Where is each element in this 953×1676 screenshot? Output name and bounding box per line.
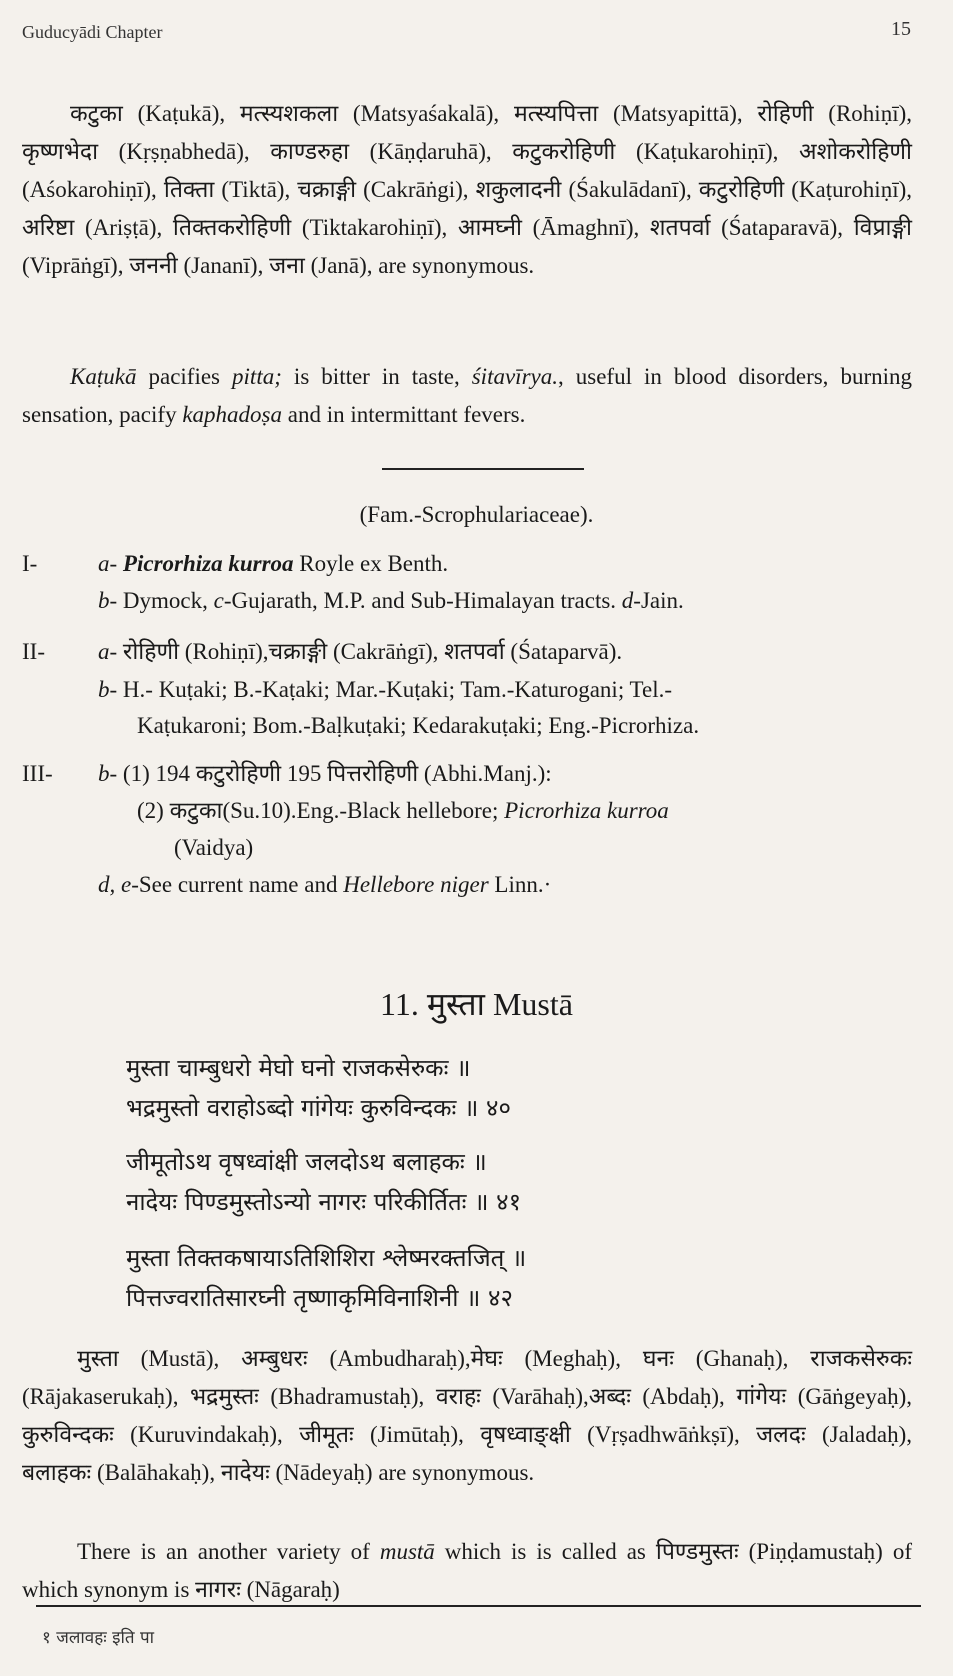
text-span: See current name and [138,872,344,897]
entry-line: (Vaidya) [174,835,254,860]
term-musta: mustā [379,1539,435,1564]
botanical-name: Picrorhiza kurroa [504,798,669,823]
verse-line: भद्रमुस्तो वराहोऽब्दो गांगेयः कुरुविन्दकः ॥ ४० [126,1094,511,1122]
entry-line [98,546,448,582]
entry-line [98,867,551,903]
verse-line: नादेयः पिण्डमुस्तोऽन्यो नागरः परिकीर्तितः ॥ ४१ [126,1188,522,1216]
text-span: Dymock, [122,588,214,613]
synonyms-paragraph: कटुका (Kaṭukā), मत्स्यशकला (Matsyaśakalā), मत्स्यपित्ता (Matsyapittā), रोहिणी (Rohiṇī), कृष्णभेदा (Kṛṣṇabhedā), काण्डरुहा (Kāṇḍaruhā), कटुकरोहिणी (Kaṭukarohiṇī), अशोकरोहिणी (Aśokarohiṇī), तिक्ता (Tiktā), चक्राङ्गी (Cakrāṅgi), शकुलादनी (Śakulādanī), कटुरोहिणी (Kaṭurohiṇī), अरिष्टा (Ariṣṭā), तिक्तकरोहिणी (Tiktakarohiṇī), आमघ्नी (Āmaghnī), शतपर्वा (Śataparavā), विप्राङ्गी (Viprāṅgī), जननी (Jananī), जना (Janā), are synonymous. [22,101,912,278]
footnote-rule [36,1605,921,1607]
family-name: (Fam.-Scrophulariaceae). [359,502,594,527]
sub-label: b- [98,588,118,613]
properties-paragraph [22,358,912,434]
botanical-name: Picrorhiza kurroa [122,551,294,576]
variety-paragraph [22,1533,912,1609]
entry-line [137,793,669,829]
sub-label: b- [98,761,118,786]
botanical-name: Hellebore niger [343,872,489,897]
text-span: रोहिणी (Rohiṇī),चक्राङ्गी (Cakrāṅgī), शतपर्वा (Śataparvā). [122,639,623,664]
text-span: Gujarath, M.P. and Sub-Himalayan tracts. [231,588,622,613]
footnote: १ जलावहः इति पा [42,1628,155,1648]
entry-label: III- [22,761,53,786]
section-heading: 11. मुस्ता Mustā [380,986,573,1022]
verse-line: मुस्ता चाम्बुधरो मेघो घनो राजकसेरुकः ॥ [126,1054,471,1082]
sub-label: a- [98,551,118,576]
sub-label: d- [621,588,641,613]
text-span: (2) कटुका(Su.10).Eng.-Black hellebore; [137,798,505,823]
entry-label: I- [22,551,38,576]
text-span: There is an another variety of [77,1539,380,1564]
term-kaphadosa: kaphadoṣa [182,402,282,427]
entry-line [98,583,684,619]
entry-label: II- [22,639,45,664]
entry-line: Kaṭukaroni; Bom.-Baḷkuṭaki; Kedarakuṭaki; Eng.-Picrorhiza. [137,713,700,738]
text-span: Jain. [640,588,684,613]
running-title: Guducyādi Chapter [22,22,163,42]
text-span: is bitter in taste, [281,364,472,389]
text-span: , useful in blood disorders, burning sensation, pacify [22,364,913,427]
musta-synonyms-paragraph: मुस्ता (Mustā), अम्बुधरः (Ambudharaḥ),मेघः (Meghaḥ), घनः (Ghanaḥ), राजकसेरुकः (Rājakaserukaḥ), भद्रमुस्तः (Bhadramustaḥ), वराहः (Varāhaḥ),अब्दः (Abdaḥ), गांगेयः (Gāṅgeyaḥ), कुरुविन्दकः (Kuruvindakaḥ), जीमूतः (Jimūtaḥ), वृषध्वाङ्क्षी (Vṛṣadhwāṅkṣī), जलदः (Jaladaḥ), बलाहकः (Balāhakaḥ), नादेयः (Nādeyaḥ) are synonymous. [22,1346,912,1485]
verse-line: जीमूतोऽथ वृषध्वांक्षी जलदोऽथ बलाहकः ॥ [126,1148,487,1176]
text-span: Linn.· [488,872,552,897]
page-number: 15 [891,18,911,40]
section-divider [382,468,584,470]
sub-label: d, e- [98,872,139,897]
term-pitta: pitta; [232,364,282,389]
entry-line [98,672,672,708]
author-citation: Royle ex Benth. [293,551,449,576]
text-span: H.- Kuṭaki; B.-Kaṭaki; Mar.-Kuṭaki; Tam.-Katurogani; Tel.- [122,677,673,702]
sub-label: c- [213,588,232,613]
text-span: pacifies [136,364,233,389]
verse-line: मुस्ता तिक्तकषायाऽतिशिशिरा श्लेष्मरक्तजित् ॥ [126,1244,527,1272]
term-katuka: Kaṭukā [70,364,137,389]
entry-line [98,756,552,792]
entry-line [98,634,622,670]
term-sitavirya: śitavīrya. [471,364,558,389]
text-span: (1) 194 कटुरोहिणी 195 पित्तरोहिणी (Abhi.Manj.): [122,761,552,786]
sub-label: b- [98,677,118,702]
sub-label: a- [98,639,118,664]
verse-line: पित्तज्वरातिसारघ्नी तृष्णाकृमिविनाशिनी ॥ ४२ [126,1284,514,1312]
text-span: and in intermittant fevers. [282,402,526,427]
text-span: which is is called as पिण्डमुस्तः (Piṇḍamustaḥ) of which synonym is नागरः (Nāgaraḥ) [22,1539,912,1602]
